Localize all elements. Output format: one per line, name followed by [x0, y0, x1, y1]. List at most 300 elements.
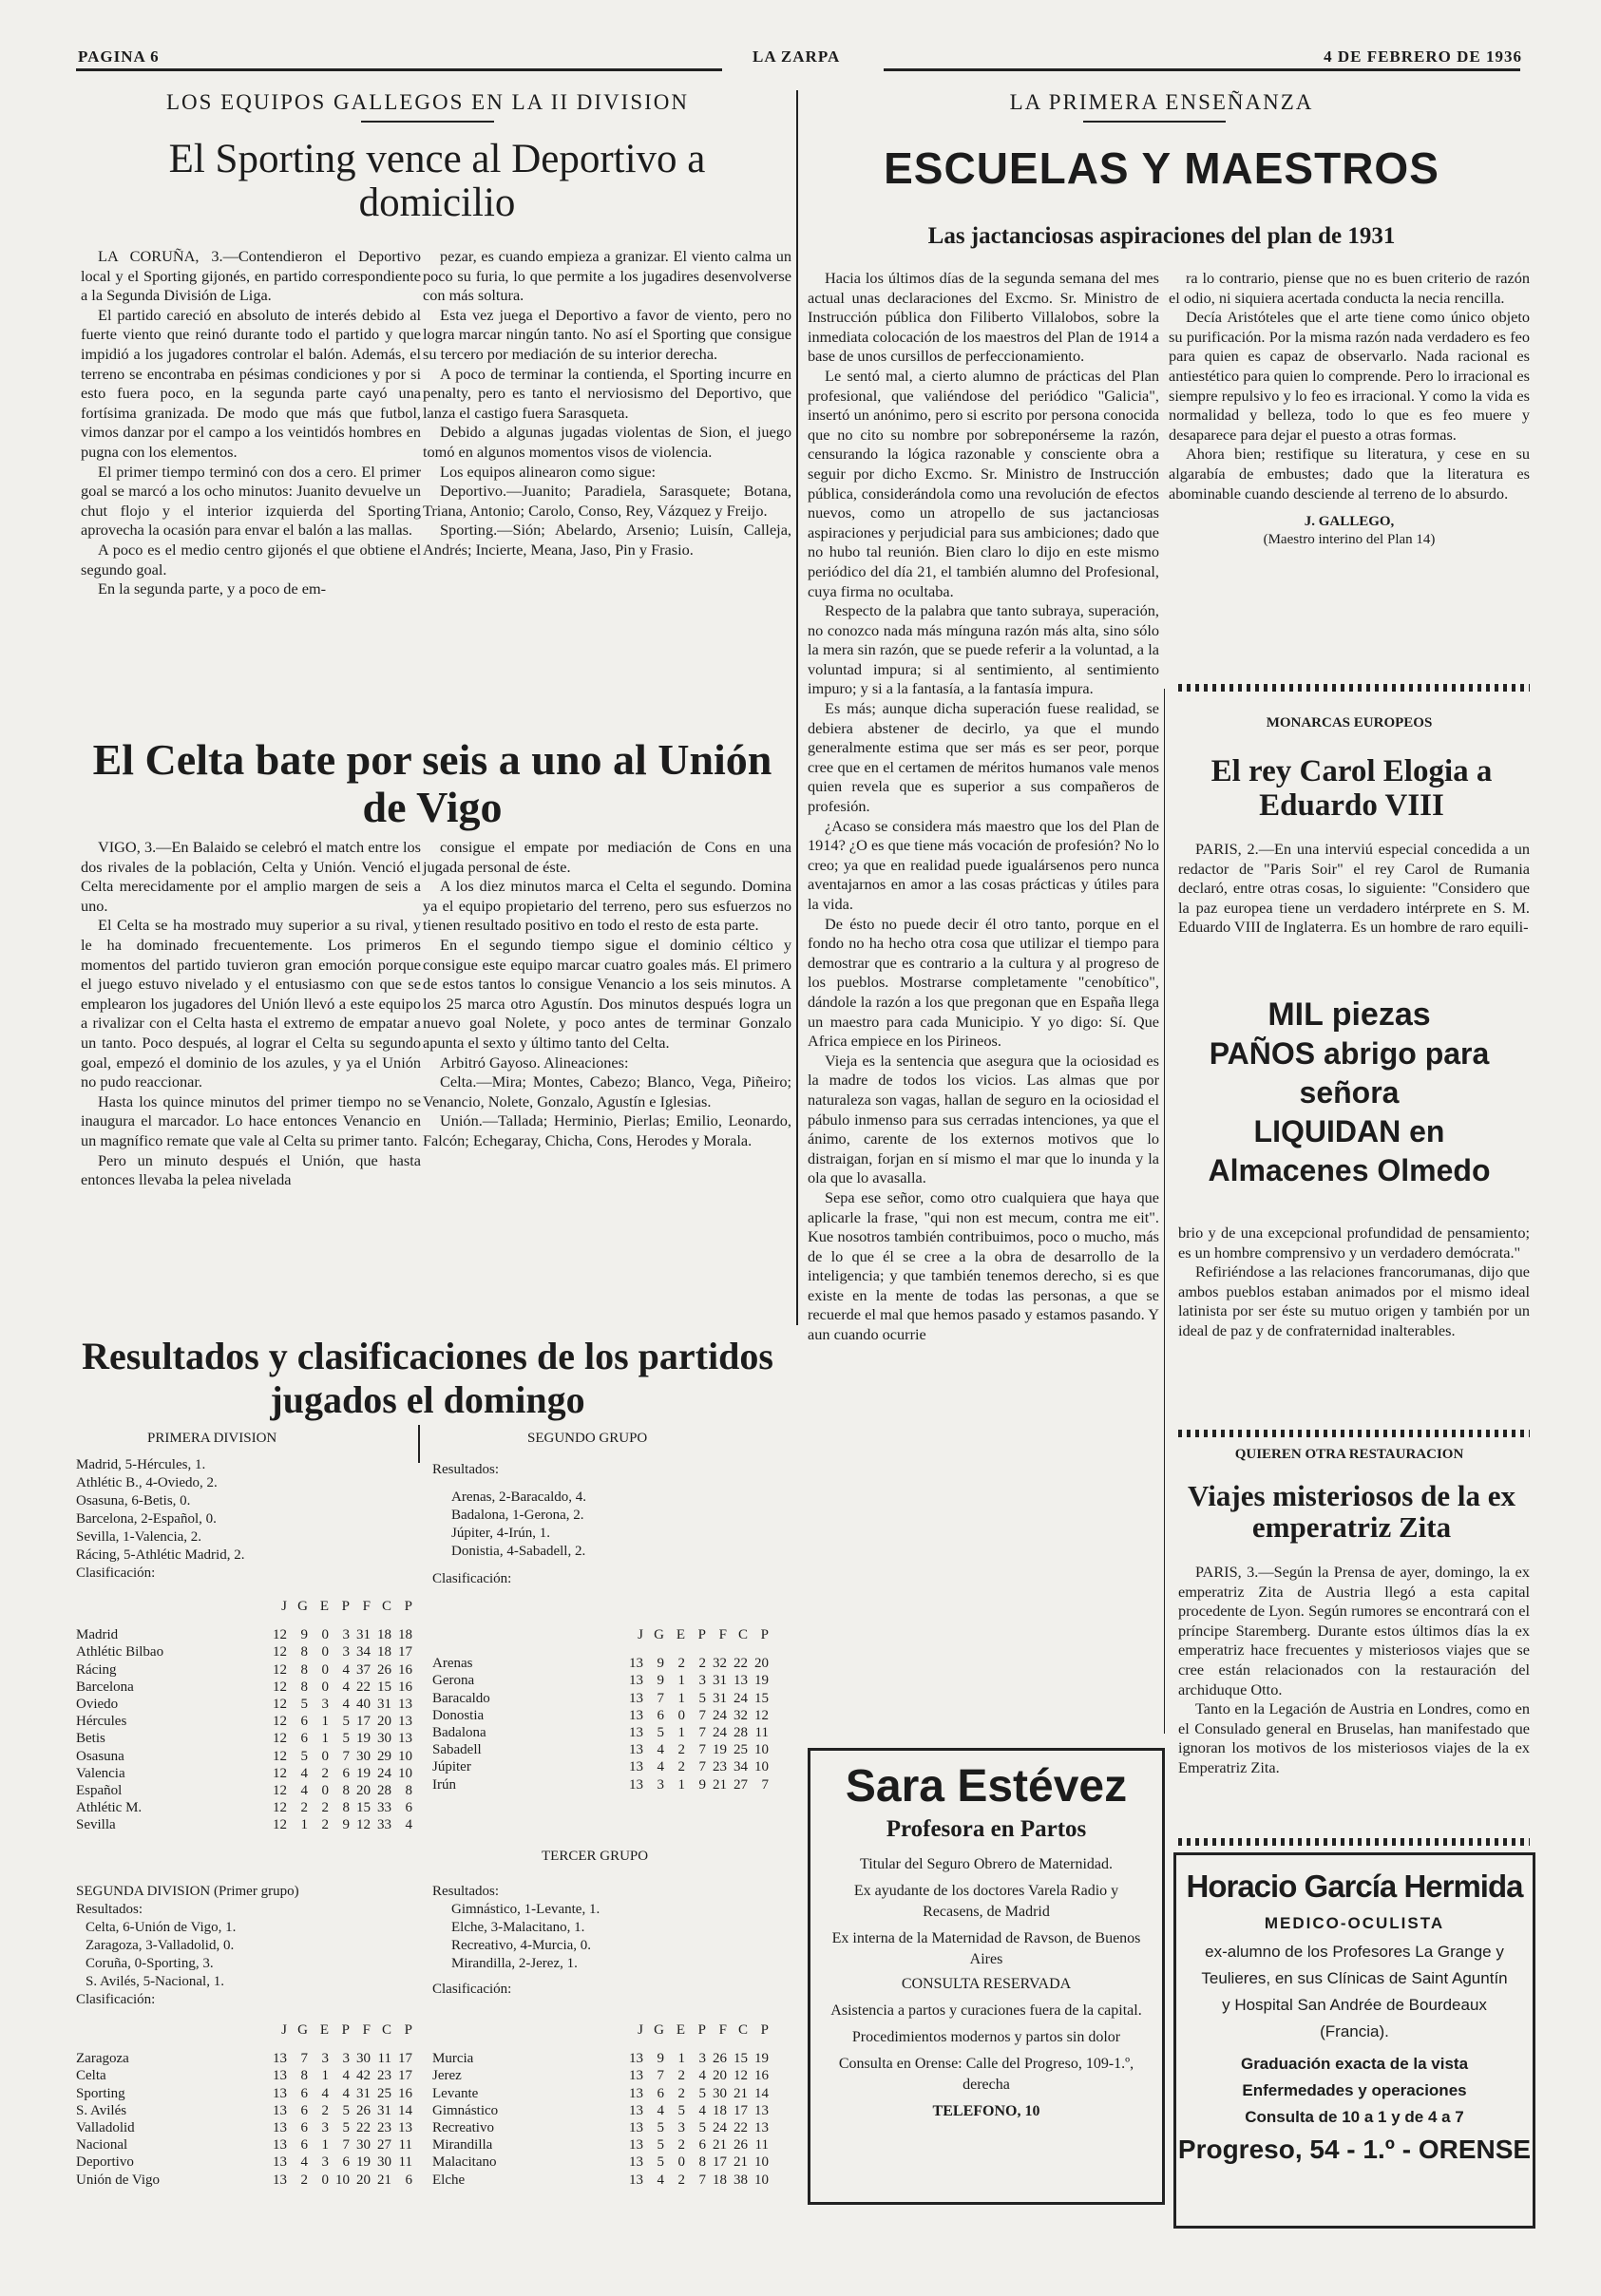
stat-cell: 13	[629, 1656, 643, 1672]
stat-cell: 26	[734, 2137, 748, 2154]
stat-cell: 3	[677, 2120, 685, 2136]
paragraph: Es más; aunque dicha superación fuese realidad, se debiera abstener de decirlo, ya que el mundo generalmente estima que ser más es ser peor, porque cree que en el certamen de méritos humanos vale menos quien revela que es superior a sus compañeros de profesión.	[808, 699, 1159, 816]
article-headline: Viajes misteriosos de la ex emperatriz Zita	[1188, 1479, 1515, 1545]
stat-cell: 3	[698, 2051, 706, 2067]
table-row	[432, 1741, 769, 1758]
table-row	[76, 1696, 412, 1713]
stat-cell: 9	[657, 1656, 664, 1672]
article-headline: ESCUELAS Y MAESTROS	[884, 143, 1439, 193]
result-line: Sevilla, 1-Valencia, 2.	[76, 1529, 202, 1545]
results-lines	[432, 1901, 755, 1973]
article-headline: El rey Carol Elogia a Eduardo VIII	[1210, 754, 1493, 823]
stat-cell: 13	[273, 2051, 287, 2067]
article-subtitle: Las jactanciosas aspiraciones del plan de 1931	[927, 223, 1396, 249]
ad-line: Enfermedades y operaciones	[1242, 2081, 1467, 2099]
stat-cell: 13	[629, 1759, 643, 1775]
results-label: Resultados:	[432, 1884, 499, 1899]
stat-cell: 18	[713, 2102, 727, 2118]
paragraph: brio y de una excepcional profundidad de pensamiento; es un hombre comprensivo y un verdadero demócrata."	[1178, 1224, 1530, 1262]
stat-cell: 0	[321, 1661, 329, 1678]
stat-cell: 29	[377, 1748, 391, 1764]
table-row	[76, 1661, 412, 1679]
section-label: SEGUNDA DIVISION (Primer grupo)	[76, 1884, 299, 1899]
stat-cell: 12	[734, 2068, 748, 2084]
stat-cell: 12	[754, 1707, 769, 1723]
stat-cell: 9	[657, 1673, 664, 1689]
stat-cell: 13	[629, 1776, 643, 1793]
stat-cell: 13	[273, 2137, 287, 2154]
paragraph: ¿Acaso se considera más maestro que los del Plan de 1914? ¿O es que tiene más vocación de profesión? No lo creo; ya que en realidad puede igualársenos pero nunca aventajarnos en amor a las cosas prácticas y útiles para la vida.	[808, 816, 1159, 913]
stat-cell: 6	[300, 2137, 308, 2154]
masthead-rule-right	[884, 68, 1520, 71]
paragraph: En la segunda parte, y a poco de em-	[98, 579, 327, 598]
team-name: Badalona	[432, 1725, 486, 1741]
stat-cell: 3	[342, 1627, 350, 1643]
stat-cell: 13	[629, 2068, 643, 2084]
table-row	[432, 1690, 769, 1707]
stat-cell: 31	[356, 1627, 371, 1643]
ad-line: Ex ayudante de los doctores Varela Radio y Recasens, de Madrid	[853, 1883, 1119, 1920]
stat-cell: 4	[657, 1742, 664, 1758]
table-header-cell: E	[676, 2022, 685, 2038]
classification-label: Clasificación:	[76, 1565, 156, 1581]
stat-cell: 21	[377, 2172, 391, 2188]
stat-cell: 5	[657, 2120, 664, 2136]
stat-cell: 13	[754, 2120, 769, 2136]
stat-cell: 5	[300, 1697, 308, 1713]
stat-cell: 23	[377, 2120, 391, 2136]
team-name: Betis	[76, 1731, 105, 1747]
article-body-col2	[423, 247, 791, 560]
stat-cell: 3	[321, 2120, 329, 2136]
stat-cell: 2	[677, 2172, 685, 2188]
stat-cell: 4	[321, 2085, 329, 2101]
table-row	[432, 2154, 769, 2171]
team-name: Baracaldo	[432, 1690, 490, 1706]
stat-cell: 1	[321, 1731, 329, 1747]
table-header-row	[432, 1626, 769, 1655]
results-list	[432, 1461, 755, 1588]
stat-cell: 6	[405, 1800, 412, 1816]
stat-cell: 7	[657, 1690, 664, 1706]
article-kicker: QUIEREN OTRA RESTAURACION	[1234, 1447, 1464, 1462]
stat-cell: 2	[321, 1817, 329, 1833]
stat-cell: 30	[377, 2154, 391, 2171]
team-name: Oviedo	[76, 1697, 119, 1713]
stat-cell: 27	[734, 1776, 748, 1793]
stat-cell: 30	[356, 1748, 371, 1764]
stat-cell: 7	[761, 1776, 769, 1793]
team-name: Unión de Vigo	[76, 2172, 160, 2188]
team-name: Sabadell	[432, 1742, 482, 1758]
article-body-col2	[423, 838, 791, 1151]
standings-table	[76, 1598, 412, 1834]
stat-cell: 24	[713, 1707, 727, 1723]
stat-cell: 10	[754, 1742, 769, 1758]
section-label: TERCER GRUPO	[542, 1849, 649, 1864]
stat-cell: 8	[342, 1783, 350, 1799]
stat-cell: 25	[734, 1742, 748, 1758]
paragraph: A poco de terminar la contienda, el Sporting incurre en penalty, pero es tanto el nerviosismo del Deportivo, que lanza el castigo fuera Sarasqueta.	[423, 364, 791, 422]
stat-cell: 8	[300, 1644, 308, 1660]
paragraph: Debido a algunas jugadas violentas de Sion, el juego tomó en algunos momentos visos de violencia.	[423, 423, 791, 461]
stat-cell: 26	[377, 1661, 391, 1678]
team-name: Jerez	[432, 2068, 462, 2084]
paragraph: Los equipos alinearon como sigue:	[440, 462, 656, 481]
stat-cell: 10	[754, 2172, 769, 2188]
result-line: Osasuna, 6-Betis, 0.	[76, 1493, 191, 1509]
stat-cell: 33	[377, 1817, 391, 1833]
standings-table	[76, 2021, 412, 2189]
table-header-cell: P	[341, 1599, 350, 1614]
stat-cell: 12	[273, 1731, 287, 1747]
newspaper-name: LA ZARPA	[753, 47, 841, 66]
stat-cell: 22	[356, 1679, 371, 1695]
stat-cell: 6	[657, 2085, 664, 2101]
team-name: Barcelona	[76, 1679, 134, 1695]
stat-cell: 13	[629, 1725, 643, 1741]
article-kicker: MONARCAS EUROPEOS	[1266, 715, 1433, 731]
result-line: Mirandilla, 2-Jerez, 1.	[451, 1956, 578, 1971]
stat-cell: 6	[698, 2137, 706, 2154]
ad-almacenes-olmedo	[1169, 996, 1530, 1190]
table-row	[76, 2172, 412, 2189]
ad-description: ex-alumno de los Profesores La Grange y Teulieres, en sus Clínicas de Saint Aguntín y Hospital San Andrée de Bourdeaux (Francia).	[1201, 1943, 1508, 2040]
result-line: Barcelona, 2-Español, 0.	[76, 1511, 217, 1527]
table-row	[76, 2102, 412, 2119]
page-number: PAGINA 6	[78, 47, 160, 66]
table-row	[76, 1713, 412, 1730]
stat-cell: 9	[657, 2051, 664, 2067]
stat-cell: 10	[754, 1759, 769, 1775]
paragraph: Esta vez juega el Deportivo a favor de viento, pero no logra marcar ningún tanto. No así el Sporting que consigue su tercero por mediación de su interior derecha.	[423, 305, 791, 363]
stat-cell: 2	[300, 1800, 308, 1816]
paragraph: Arbitró Gayoso. Alineaciones:	[440, 1053, 629, 1072]
stat-cell: 38	[734, 2172, 748, 2188]
stat-cell: 2	[677, 2068, 685, 2084]
stat-cell: 30	[377, 1731, 391, 1747]
table-header-cell: P	[404, 1599, 412, 1614]
stat-cell: 6	[300, 1731, 308, 1747]
stat-cell: 13	[734, 1673, 748, 1689]
stat-cell: 1	[321, 2137, 329, 2154]
stat-cell: 4	[342, 2068, 350, 2084]
stat-cell: 31	[713, 1673, 727, 1689]
table-row	[76, 1765, 412, 1782]
stat-cell: 17	[356, 1714, 371, 1730]
team-name: Irún	[432, 1776, 456, 1793]
ad-line: señora	[1299, 1075, 1400, 1110]
ad-details	[828, 1854, 1145, 2122]
stat-cell: 30	[356, 2051, 371, 2067]
stat-cell: 11	[398, 2154, 412, 2171]
stat-cell: 13	[398, 1731, 412, 1747]
team-name: Gerona	[432, 1673, 475, 1689]
stat-cell: 23	[377, 2068, 391, 2084]
stat-cell: 7	[300, 2051, 308, 2067]
table-row	[76, 1782, 412, 1799]
stat-cell: 18	[398, 1627, 412, 1643]
stat-cell: 3	[657, 1776, 664, 1793]
stat-cell: 13	[629, 2137, 643, 2154]
stat-cell: 5	[300, 1748, 308, 1764]
stat-cell: 1	[677, 1776, 685, 1793]
result-line: Celta, 6-Unión de Vigo, 1.	[86, 1920, 237, 1935]
table-header-cell: P	[404, 2022, 412, 2038]
stat-cell: 13	[629, 1673, 643, 1689]
result-line: Athlétic B., 4-Oviedo, 2.	[76, 1475, 218, 1490]
team-name: Valencia	[76, 1765, 125, 1781]
stat-cell: 7	[342, 2137, 350, 2154]
stat-cell: 13	[629, 1690, 643, 1706]
table-header-cell: P	[341, 2022, 350, 2038]
stat-cell: 1	[321, 1714, 329, 1730]
paragraph: Unión.—Tallada; Herminio, Pierlas; Emilio, Leonardo, Falcón; Echegaray, Chicha, Cons, Herodes y Morala.	[423, 1111, 791, 1149]
stat-cell: 17	[713, 2154, 727, 2171]
stat-cell: 21	[734, 2085, 748, 2101]
stat-cell: 24	[377, 1765, 391, 1781]
paragraph: Celta.—Mira; Montes, Cabezo; Blanco, Vega, Piñeiro; Venancio, Nolete, Gonzalo, Agustín e Iglesias.	[423, 1072, 791, 1110]
ad-line: Consulta en Orense: Calle del Progreso, 109-1.º, derecha	[838, 2056, 1134, 2093]
table-header-cell: J	[638, 1627, 643, 1642]
stat-cell: 3	[321, 2051, 329, 2067]
stat-cell: 6	[300, 2120, 308, 2136]
dotted-divider	[1178, 1838, 1530, 1846]
result-line: Donistia, 4-Sabadell, 2.	[451, 1544, 586, 1559]
stat-cell: 13	[629, 2051, 643, 2067]
ad-role: Profesora en Partos	[886, 1816, 1087, 1842]
paragraph: En el segundo tiempo sigue el dominio céltico y consigue este equipo marcar cuatro goales más. El primero de estos tantos lo consigue Venancio a los seis minutos. A los 25 marca otro Agustín. Dos minutos después logra un nuevo goal Nolete, y poco antes de terminar Gonzalo apunta el sexto y último tanto del Celta.	[423, 935, 791, 1052]
table-row	[432, 1724, 769, 1741]
ad-sara-estevez	[808, 1748, 1165, 2205]
table-header-cell: P	[760, 2022, 769, 2038]
paragraph: Tanto en la Legación de Austria en Londres, como en el Consulado general en Bruselas, han manifestado que ignoran los motivos de los misteriosos viajes de la ex Emperatriz Zita.	[1178, 1699, 1530, 1776]
paragraph: VIGO, 3.—En Balaido se celebró el match entre los dos rivales de la población, Celta y Unión. Venció el Celta merecidamente por el amplio margen de seis a uno.	[81, 838, 421, 915]
team-name: Madrid	[76, 1627, 119, 1643]
stat-cell: 13	[629, 1742, 643, 1758]
paragraph: Le sentó mal, a cierto alumno de prácticas del Plan profesional, que valiéndose del periódico "Galicia", insertó un anónimo, pero si escrito por persona conocida que no cito su nombre por sobreponérseme la razón, censurando la lógica razonable y consciente obra a seguir por dicho Excmo. Sr. Ministro de Instrucción pública, considerándola como una revolución de efectos nuevos, como un atropello de sus jactanciosas aspiraciones y perjudicial para sus ambiciones; dado que no hubo tal reunión. Bien claro lo dijo en este mismo periódico del día 21, el también alumno del Profesional, cuya firma no ocultaba.	[808, 366, 1159, 600]
stat-cell: 0	[677, 1707, 685, 1723]
result-line: Gimnástico, 1-Levante, 1.	[451, 1902, 600, 1917]
stat-cell: 4	[698, 2068, 706, 2084]
stat-cell: 4	[300, 2154, 308, 2171]
article-kicker: LA PRIMERA ENSEÑANZA	[1009, 90, 1314, 114]
ad-line: Consulta de 10 a 1 y de 4 a 7	[1245, 2108, 1464, 2126]
stat-cell: 31	[377, 1697, 391, 1713]
stat-cell: 24	[734, 1690, 748, 1706]
stat-cell: 3	[698, 1673, 706, 1689]
stat-cell: 4	[342, 1697, 350, 1713]
classification-label: Clasificación:	[76, 1992, 156, 2007]
column-rule	[418, 1425, 420, 1463]
dotted-divider	[1178, 1430, 1530, 1437]
table-row	[432, 1758, 769, 1775]
stat-cell: 8	[300, 1661, 308, 1678]
stat-cell: 8	[300, 1679, 308, 1695]
stat-cell: 27	[377, 2137, 391, 2154]
table-header-cell	[76, 2021, 266, 2050]
classification-label: Clasificación:	[432, 1982, 512, 1997]
table-header-cell: F	[718, 1627, 727, 1642]
paragraph: El primer tiempo terminó con dos a cero. El primer goal se marcó a los ocho minutos: Juanito devuelve un chut flojo y el interior izquierda del Sporting aprovecha la ocasión para envar el balón a las mallas.	[81, 462, 421, 540]
article-body-col1	[81, 247, 421, 599]
stat-cell: 19	[754, 2051, 769, 2067]
stat-cell: 13	[629, 2154, 643, 2171]
issue-date: 4 DE FEBRERO DE 1936	[1324, 47, 1522, 66]
stat-cell: 5	[657, 1725, 664, 1741]
stat-cell: 10	[398, 1748, 412, 1764]
team-name: Valladolid	[76, 2120, 135, 2136]
stat-cell: 3	[342, 1644, 350, 1660]
stat-cell: 3	[342, 2051, 350, 2067]
results-headline: Resultados y clasificaciones de los partidos jugados el domingo	[82, 1335, 773, 1421]
stat-cell: 2	[321, 2102, 329, 2118]
divider	[361, 121, 494, 123]
stat-cell: 22	[734, 1656, 748, 1672]
stat-cell: 7	[657, 2068, 664, 2084]
stat-cell: 4	[300, 1783, 308, 1799]
table-header-cell: J	[638, 2022, 643, 2038]
stat-cell: 12	[356, 1817, 371, 1833]
stat-cell: 16	[398, 2085, 412, 2101]
stat-cell: 7	[698, 1759, 706, 1775]
paragraph: consigue el empate por mediación de Cons en una jugada personal de éste.	[423, 838, 791, 876]
stat-cell: 7	[698, 1707, 706, 1723]
results-lines	[76, 1919, 399, 1991]
divider	[1083, 121, 1226, 123]
masthead	[78, 47, 1522, 68]
stat-cell: 11	[398, 2137, 412, 2154]
stat-cell: 15	[734, 2051, 748, 2067]
table-header-cell: G	[297, 2022, 308, 2038]
stat-cell: 2	[677, 1759, 685, 1775]
ad-horacio-garcia	[1173, 1852, 1535, 2229]
paragraph: PARIS, 3.—Según la Prensa de ayer, domingo, la ex emperatriz Zita de Austria llegó a esta capital procedente de Lyon. Según rumores se encontrará con el príncipe Staremberg. Durante estos últimos días la ex emperatriz hace frecuentes y misteriosos viajes que se cree están relacionados con la restauración del archiduque Otto.	[1178, 1563, 1530, 1698]
team-name: Athlétic Bilbao	[76, 1644, 164, 1660]
stat-cell: 19	[356, 1731, 371, 1747]
ad-phone: TELEFONO, 10	[932, 2103, 1040, 2119]
table-row	[76, 2136, 412, 2154]
stat-cell: 6	[657, 1707, 664, 1723]
stat-cell: 13	[398, 1714, 412, 1730]
table-header-row	[432, 2021, 769, 2050]
stat-cell: 4	[657, 2172, 664, 2188]
team-name: Hércules	[76, 1714, 127, 1730]
stat-cell: 31	[356, 2085, 371, 2101]
stat-cell: 12	[273, 1800, 287, 1816]
stat-cell: 5	[657, 2154, 664, 2171]
paragraph: PARIS, 2.—En una interviú especial concedida a un redactor de "Paris Soir" el rey Carol de Rumania declaró, entre otras cosas, lo siguiente: "Considero que la paz europea tiene un verdadero intérprete en S. M. Eduardo VIII de Inglaterra. Es un hombre de raro equili-	[1178, 840, 1530, 937]
stat-cell: 4	[657, 1759, 664, 1775]
section-label: SEGUNDO GRUPO	[527, 1431, 648, 1446]
stat-cell: 34	[734, 1759, 748, 1775]
stat-cell: 0	[321, 1644, 329, 1660]
stat-cell: 15	[754, 1690, 769, 1706]
stat-cell: 8	[342, 1800, 350, 1816]
stat-cell: 2	[698, 1656, 706, 1672]
stat-cell: 11	[754, 2137, 769, 2154]
table-header-cell: F	[718, 2022, 727, 2038]
stat-cell: 42	[356, 2068, 371, 2084]
result-line: Madrid, 5-Hércules, 1.	[76, 1457, 206, 1472]
stat-cell: 7	[342, 1748, 350, 1764]
stat-cell: 40	[356, 1697, 371, 1713]
stat-cell: 2	[677, 2137, 685, 2154]
table-header-cell: J	[281, 1599, 287, 1614]
paragraph: A los diez minutos marca el Celta el segundo. Domina ya el equipo propietario del terreno, pero sus esfuerzos no tienen resultado positivo en todo el resto de esta parte.	[423, 877, 791, 935]
result-line: Rácing, 5-Athlétic Madrid, 2.	[76, 1547, 245, 1563]
result-line: Júpiter, 4-Irún, 1.	[451, 1526, 550, 1541]
stat-cell: 8	[405, 1783, 412, 1799]
stat-cell: 3	[321, 2154, 329, 2171]
stat-cell: 11	[754, 1725, 769, 1741]
results-list	[76, 1883, 399, 2009]
team-name: Athlétic M.	[76, 1800, 143, 1816]
stat-cell: 19	[356, 1765, 371, 1781]
ad-line: Titular del Seguro Obrero de Maternidad.	[859, 1856, 1113, 1872]
ad-line: PAÑOS abrigo para	[1209, 1036, 1490, 1071]
stat-cell: 10	[335, 2172, 350, 2188]
paragraph: Ahora bien; restifique su literatura, y cese en su algarabía de embustes; dado que la literatura es abominable cuando desciende al terreno de lo absurdo.	[1169, 445, 1530, 503]
team-name: S. Avilés	[76, 2102, 127, 2118]
stat-cell: 13	[273, 2120, 287, 2136]
stat-cell: 20	[713, 2068, 727, 2084]
stat-cell: 0	[677, 2154, 685, 2171]
stat-cell: 8	[300, 2068, 308, 2084]
stat-cell: 2	[677, 2085, 685, 2101]
table-row	[432, 2119, 769, 2136]
stat-cell: 19	[713, 1742, 727, 1758]
ad-name: Horacio García Hermida	[1186, 1869, 1523, 1904]
stat-cell: 13	[273, 2068, 287, 2084]
stat-cell: 18	[713, 2172, 727, 2188]
stat-cell: 21	[713, 1776, 727, 1793]
stat-cell: 30	[713, 2085, 727, 2101]
table-row	[432, 1707, 769, 1724]
stat-cell: 28	[734, 1725, 748, 1741]
stat-cell: 8	[698, 2154, 706, 2171]
stat-cell: 20	[377, 1714, 391, 1730]
team-name: Recreativo	[432, 2120, 494, 2136]
team-name: Mirandilla	[432, 2137, 493, 2154]
paragraph: El partido careció en absoluto de interés debido al fuerte viento que reinó durante todo el partido y que impidió a los jugadores controlar el balón. Además, el terreno se encontraba en pésimas condiciones y por si esto fuera poco, en la segunda parte cayó una fortísima granizada. De modo que más que futbol, vimos danzar por el campo a los veintidós hombres en pugna con los elementos.	[81, 305, 421, 461]
team-name: Español	[76, 1783, 123, 1799]
standings-table	[432, 1626, 769, 1793]
ad-line: Graduación exacta de la vista	[1240, 2055, 1469, 2073]
stat-cell: 21	[713, 2137, 727, 2154]
stat-cell: 15	[377, 1679, 391, 1695]
signature: J. GALLEGO,	[1304, 514, 1395, 530]
table-row	[76, 2085, 412, 2102]
stat-cell: 10	[754, 2154, 769, 2171]
article-body-col1	[81, 838, 421, 1190]
table-header-cell: G	[654, 2022, 664, 2038]
article-body-col1	[808, 269, 1159, 1345]
stat-cell: 21	[734, 2154, 748, 2171]
table-header-cell	[432, 2021, 622, 2050]
table-header-cell	[432, 1626, 622, 1655]
stat-cell: 16	[398, 1661, 412, 1678]
stat-cell: 13	[629, 2085, 643, 2101]
paragraph: pezar, es cuando empieza a granizar. El viento calma un poco su furia, lo que permite a los jugadires desenvolverse con más soltura.	[423, 247, 791, 305]
table-header-cell: E	[676, 1627, 685, 1642]
stat-cell: 13	[273, 2085, 287, 2101]
team-name: Arenas	[432, 1656, 473, 1672]
paragraph: Vieja es la sentencia que asegura que la ociosidad es la madre de todos los vicios. Las almas que por naturaleza son vagas, hallan de seguro en la ociosidad el pábulo inmenso para sus cerradas intenciones, ya que el ánimo, carente de los externos motivos que lo distraigan, forjan en sí mismo el mar que lo inunda y la ola que lo avasalla.	[808, 1051, 1159, 1187]
stat-cell: 17	[398, 2051, 412, 2067]
stat-cell: 1	[300, 1817, 308, 1833]
table-header-cell: C	[737, 2022, 748, 2038]
